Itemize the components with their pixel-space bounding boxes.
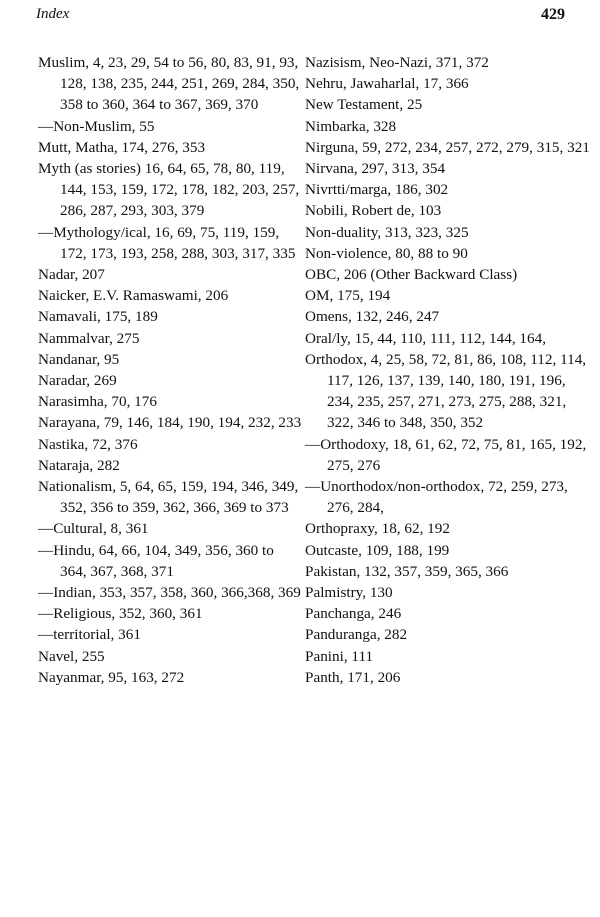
index-entry: Panduranga, 282 <box>305 626 408 644</box>
index-entry: Omens, 132, 246, 247 <box>305 308 440 326</box>
index-entry: Narayana, 79, 146, 184, 190, 194, 232, 233 <box>38 414 302 432</box>
index-entry: Nayanmar, 95, 163, 272 <box>38 668 185 686</box>
index-subentry: —Non-Muslim, 55 <box>38 117 155 135</box>
index-subentry: —Indian, 353, 357, 358, 360, 366,368, 369 <box>38 584 301 602</box>
index-subentry: —Mythology/ical, 16, 69, 75, 119, 159, 172, 173, 193, 258, 288, 303, 317, 335 <box>38 223 296 262</box>
index-entry: Nadar, 207 <box>38 266 105 284</box>
index-subentry: —territorial, 361 <box>38 626 141 644</box>
index-column-left <box>38 52 303 688</box>
index-entry: Orthopraxy, 18, 62, 192 <box>305 520 450 538</box>
index-subentry: —Religious, 352, 360, 361 <box>38 605 203 623</box>
index-entry: Panchanga, 246 <box>305 605 402 623</box>
index-entry: Namavali, 175, 189 <box>38 308 158 326</box>
index-entry: Narasimha, 70, 176 <box>38 393 157 411</box>
running-head: Index <box>36 6 70 22</box>
index-subentry: —Hindu, 64, 66, 104, 349, 356, 360 to 364, 367, 368, 371 <box>38 541 274 580</box>
index-entry: Panini, 111 <box>305 647 374 665</box>
page-number: 429 <box>541 6 565 23</box>
index-entry: Pakistan, 132, 357, 359, 365, 366 <box>305 562 509 580</box>
index-entry: Muslim, 4, 23, 29, 54 to 56, 80, 83, 91, 93, 128, 138, 235, 244, 251, 269, 284, 350, 358 to 360, 364 to 367, 369, 370 <box>38 54 300 114</box>
index-entry: Nobili, Robert de, 103 <box>305 202 442 220</box>
index-entry: Nataraja, 282 <box>38 456 120 474</box>
index-entry: OM, 175, 194 <box>305 287 391 305</box>
index-entry: Orthodox, 4, 25, 58, 72, 81, 86, 108, 112, 114, 117, 126, 137, 139, 140, 180, 191, 196, 234, 235, 257, 271, 273, 275, 288, 321, 322, 346 to 348, 350, 352 <box>305 350 587 432</box>
index-entry: Nationalism, 5, 64, 65, 159, 194, 346, 349, 352, 356 to 359, 362, 366, 369 to 373 <box>38 478 299 517</box>
index-entry: Nastika, 72, 376 <box>38 435 138 453</box>
index-entry: Nimbarka, 328 <box>305 117 397 135</box>
index-entry: Myth (as stories) 16, 64, 65, 78, 80, 119, 144, 153, 159, 172, 178, 182, 203, 257, 286, 287, 293, 303, 379 <box>38 160 300 220</box>
index-subentry: —Cultural, 8, 361 <box>38 520 149 538</box>
index-entry: Palmistry, 130 <box>305 584 393 602</box>
index-entry: Navel, 255 <box>38 647 105 665</box>
index-entry: Naradar, 269 <box>38 372 117 390</box>
index-entry: Oral/ly, 15, 44, 110, 111, 112, 144, 164, <box>305 329 547 347</box>
index-subentry: —Orthodoxy, 18, 61, 62, 72, 75, 81, 165, 192, 275, 276 <box>305 435 587 474</box>
index-entry: Outcaste, 109, 188, 199 <box>305 541 450 559</box>
index-entry: Mutt, Matha, 174, 276, 353 <box>38 138 206 156</box>
index-entry: Panth, 171, 206 <box>305 668 401 686</box>
index-entry: Nivrtti/marga, 186, 302 <box>305 181 449 199</box>
index-entry: Nammalvar, 275 <box>38 329 140 347</box>
index-entry: Nandanar, 95 <box>38 350 120 368</box>
index-entry: OBC, 206 (Other Backward Class) <box>305 266 518 284</box>
index-entry: Non-violence, 80, 88 to 90 <box>305 244 468 262</box>
index-entry: Non-duality, 313, 323, 325 <box>305 223 469 241</box>
index-entry: Nirguna, 59, 272, 234, 257, 272, 279, 315, 321 <box>305 138 590 156</box>
index-column-right <box>305 52 590 688</box>
index-entry: Nazisism, Neo-Nazi, 371, 372 <box>305 54 489 71</box>
index-entry: Naicker, E.V. Ramaswami, 206 <box>38 287 229 305</box>
index-entry: Nehru, Jawaharlal, 17, 366 <box>305 75 469 93</box>
index-entry: New Testament, 25 <box>305 96 423 114</box>
index-subentry: —Unorthodox/non-orthodox, 72, 259, 273, 276, 284, <box>305 478 568 517</box>
index-entry: Nirvana, 297, 313, 354 <box>305 160 446 178</box>
